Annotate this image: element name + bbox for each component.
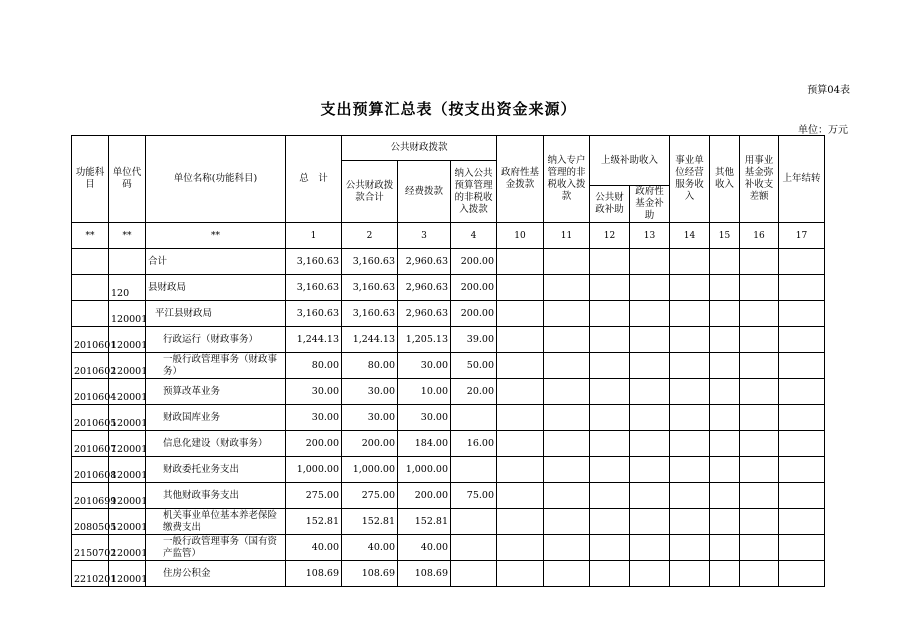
pf-nontax-cell: 200.00 xyxy=(451,301,497,327)
func-code-cell: 2210201 xyxy=(72,561,109,587)
pf-total-cell: 40.00 xyxy=(342,535,398,561)
header-undertaking-fund: 用事业基金弥补收支差额 xyxy=(740,136,779,223)
pf-expense-cell: 152.81 xyxy=(398,509,451,535)
budget-table xyxy=(71,135,825,587)
empty-cell xyxy=(710,431,740,457)
header-func-code: 功能科目 xyxy=(72,136,109,223)
empty-cell xyxy=(544,301,590,327)
empty-cell xyxy=(630,275,670,301)
empty-cell xyxy=(630,535,670,561)
pf-expense-cell: 184.00 xyxy=(398,431,451,457)
func-code-cell xyxy=(72,249,109,275)
empty-cell xyxy=(779,249,825,275)
empty-cell xyxy=(544,275,590,301)
index-cell: ** xyxy=(146,223,286,249)
index-cell: 1 xyxy=(286,223,342,249)
empty-cell xyxy=(710,249,740,275)
index-cell: 16 xyxy=(740,223,779,249)
empty-cell xyxy=(497,379,544,405)
func-code-cell: 2010601 xyxy=(72,327,109,353)
empty-cell xyxy=(740,275,779,301)
unit-code-cell: 120001 xyxy=(109,457,146,483)
empty-cell xyxy=(590,275,630,301)
index-cell: 17 xyxy=(779,223,825,249)
empty-cell xyxy=(740,457,779,483)
pf-total-cell: 108.69 xyxy=(342,561,398,587)
index-cell: 13 xyxy=(630,223,670,249)
empty-cell xyxy=(544,431,590,457)
empty-cell xyxy=(544,561,590,587)
total-cell: 3,160.63 xyxy=(286,249,342,275)
empty-cell xyxy=(497,431,544,457)
empty-cell xyxy=(544,379,590,405)
pf-expense-cell: 2,960.63 xyxy=(398,275,451,301)
pf-expense-cell: 200.00 xyxy=(398,483,451,509)
func-code-cell: 2010602 xyxy=(72,353,109,379)
empty-cell xyxy=(544,327,590,353)
empty-cell xyxy=(779,483,825,509)
header-upper-subsidy: 上级补助收入 xyxy=(590,136,670,186)
empty-cell xyxy=(630,561,670,587)
empty-cell xyxy=(670,275,710,301)
empty-cell xyxy=(544,483,590,509)
unit-name-cell: 平江县财政局 xyxy=(146,301,286,327)
pf-total-cell: 1,244.13 xyxy=(342,327,398,353)
empty-cell xyxy=(740,431,779,457)
empty-cell xyxy=(779,405,825,431)
pf-nontax-cell xyxy=(451,509,497,535)
empty-cell xyxy=(710,275,740,301)
form-number: 预算04表 xyxy=(807,85,850,96)
pf-expense-cell: 40.00 xyxy=(398,535,451,561)
empty-cell xyxy=(630,249,670,275)
pf-expense-cell: 30.00 xyxy=(398,353,451,379)
empty-cell xyxy=(497,483,544,509)
header-upper-gov: 政府性基金补助 xyxy=(630,186,670,223)
table-row xyxy=(72,483,825,509)
total-cell: 1,244.13 xyxy=(286,327,342,353)
pf-expense-cell: 30.00 xyxy=(398,405,451,431)
table-row xyxy=(72,353,825,379)
empty-cell xyxy=(670,509,710,535)
empty-cell xyxy=(670,405,710,431)
total-cell: 200.00 xyxy=(286,431,342,457)
pf-total-cell: 3,160.63 xyxy=(342,275,398,301)
empty-cell xyxy=(740,405,779,431)
unit-code-cell: 120001 xyxy=(109,405,146,431)
empty-cell xyxy=(630,327,670,353)
empty-cell xyxy=(670,249,710,275)
empty-cell xyxy=(630,353,670,379)
table-row xyxy=(72,327,825,353)
empty-cell xyxy=(710,353,740,379)
empty-cell xyxy=(497,275,544,301)
header-unit-code: 单位代码 xyxy=(109,136,146,223)
empty-cell xyxy=(779,275,825,301)
func-code-cell xyxy=(72,301,109,327)
empty-cell xyxy=(740,353,779,379)
empty-cell xyxy=(710,405,740,431)
empty-cell xyxy=(630,379,670,405)
empty-cell xyxy=(670,561,710,587)
empty-cell xyxy=(740,535,779,561)
pf-nontax-cell: 20.00 xyxy=(451,379,497,405)
empty-cell xyxy=(544,405,590,431)
empty-cell xyxy=(710,483,740,509)
header-pf-expense: 经费拨款 xyxy=(398,161,451,223)
empty-cell xyxy=(740,379,779,405)
unit-name-cell: 机关事业单位基本养老保险缴费支出 xyxy=(146,509,286,535)
total-cell: 80.00 xyxy=(286,353,342,379)
empty-cell xyxy=(779,509,825,535)
unit-code-cell: 120001 xyxy=(109,535,146,561)
empty-cell xyxy=(497,405,544,431)
total-cell: 1,000.00 xyxy=(286,457,342,483)
index-cell: 12 xyxy=(590,223,630,249)
pf-total-cell: 80.00 xyxy=(342,353,398,379)
pf-total-cell: 3,160.63 xyxy=(342,301,398,327)
unit-name-cell: 住房公积金 xyxy=(146,561,286,587)
empty-cell xyxy=(670,327,710,353)
table-row xyxy=(72,561,825,587)
empty-cell xyxy=(670,353,710,379)
pf-total-cell: 30.00 xyxy=(342,405,398,431)
empty-cell xyxy=(590,483,630,509)
empty-cell xyxy=(779,327,825,353)
pf-nontax-cell: 200.00 xyxy=(451,275,497,301)
empty-cell xyxy=(544,249,590,275)
empty-cell xyxy=(590,301,630,327)
empty-cell xyxy=(779,535,825,561)
pf-expense-cell: 1,205.13 xyxy=(398,327,451,353)
total-cell: 3,160.63 xyxy=(286,301,342,327)
empty-cell xyxy=(544,509,590,535)
table-row xyxy=(72,301,825,327)
empty-cell xyxy=(779,379,825,405)
unit-name-cell: 一般行政管理事务（国有资产监管） xyxy=(146,535,286,561)
empty-cell xyxy=(497,561,544,587)
index-cell: 15 xyxy=(710,223,740,249)
empty-cell xyxy=(497,353,544,379)
unit-code-cell: 120001 xyxy=(109,483,146,509)
empty-cell xyxy=(779,457,825,483)
pf-total-cell: 3,160.63 xyxy=(342,249,398,275)
pf-nontax-cell xyxy=(451,405,497,431)
pf-total-cell: 30.00 xyxy=(342,379,398,405)
table-row xyxy=(72,535,825,561)
pf-expense-cell: 2,960.63 xyxy=(398,301,451,327)
table-row xyxy=(72,379,825,405)
unit-code-cell: 120001 xyxy=(109,431,146,457)
unit-code-cell: 120001 xyxy=(109,379,146,405)
table-row xyxy=(72,509,825,535)
total-cell: 275.00 xyxy=(286,483,342,509)
unit-name-cell: 信息化建设（财政事务） xyxy=(146,431,286,457)
header-pf-nontax: 纳入公共预算管理的非税收入拨款 xyxy=(451,161,497,223)
pf-nontax-cell xyxy=(451,457,497,483)
empty-cell xyxy=(710,379,740,405)
empty-cell xyxy=(590,405,630,431)
empty-cell xyxy=(497,327,544,353)
empty-cell xyxy=(670,483,710,509)
header-gov-fund: 政府性基金拨款 xyxy=(497,136,544,223)
func-code-cell: 2010608 xyxy=(72,457,109,483)
index-cell: ** xyxy=(109,223,146,249)
func-code-cell: 2010604 xyxy=(72,379,109,405)
index-cell: 11 xyxy=(544,223,590,249)
header-total: 总 计 xyxy=(286,136,342,223)
unit-code-cell: 120001 xyxy=(109,509,146,535)
empty-cell xyxy=(740,561,779,587)
unit-name-cell: 行政运行（财政事务） xyxy=(146,327,286,353)
empty-cell xyxy=(497,249,544,275)
total-cell: 3,160.63 xyxy=(286,275,342,301)
empty-cell xyxy=(590,457,630,483)
index-cell: 3 xyxy=(398,223,451,249)
empty-cell xyxy=(740,483,779,509)
pf-expense-cell: 108.69 xyxy=(398,561,451,587)
empty-cell xyxy=(710,327,740,353)
unit-name-cell: 其他财政事务支出 xyxy=(146,483,286,509)
pf-total-cell: 152.81 xyxy=(342,509,398,535)
empty-cell xyxy=(779,431,825,457)
pf-total-cell: 275.00 xyxy=(342,483,398,509)
unit-code-cell: 120001 xyxy=(109,353,146,379)
empty-cell xyxy=(630,301,670,327)
index-cell: 14 xyxy=(670,223,710,249)
empty-cell xyxy=(497,535,544,561)
index-cell: ** xyxy=(72,223,109,249)
unit-name-cell: 预算改革业务 xyxy=(146,379,286,405)
index-row xyxy=(72,223,825,249)
index-cell: 10 xyxy=(497,223,544,249)
table-row xyxy=(72,457,825,483)
func-code-cell: 2010699 xyxy=(72,483,109,509)
header-special-nontax: 纳入专户管理的非税收入拨款 xyxy=(544,136,590,223)
table-row xyxy=(72,275,825,301)
page-title: 支出预算汇总表（按支出资金来源） xyxy=(320,100,577,118)
table-row xyxy=(72,249,825,275)
empty-cell xyxy=(710,535,740,561)
empty-cell xyxy=(630,431,670,457)
unit-label: 单位：万元 xyxy=(798,125,848,136)
unit-code-cell: 120 xyxy=(109,275,146,301)
empty-cell xyxy=(590,379,630,405)
unit-name-cell: 合计 xyxy=(146,249,286,275)
empty-cell xyxy=(590,327,630,353)
empty-cell xyxy=(590,509,630,535)
pf-nontax-cell xyxy=(451,535,497,561)
func-code-cell: 2010605 xyxy=(72,405,109,431)
empty-cell xyxy=(670,431,710,457)
unit-code-cell: 120001 xyxy=(109,561,146,587)
empty-cell xyxy=(670,535,710,561)
empty-cell xyxy=(710,561,740,587)
header-prev-balance: 上年结转 xyxy=(779,136,825,223)
header-public-fiscal: 公共财政拨款 xyxy=(342,136,497,161)
header-upper-public: 公共财政补助 xyxy=(590,186,630,223)
empty-cell xyxy=(670,457,710,483)
pf-nontax-cell xyxy=(451,561,497,587)
unit-code-cell xyxy=(109,249,146,275)
header-pf-total: 公共财政拨款合计 xyxy=(342,161,398,223)
func-code-cell: 2080505 xyxy=(72,509,109,535)
unit-name-cell: 财政国库业务 xyxy=(146,405,286,431)
empty-cell xyxy=(630,405,670,431)
empty-cell xyxy=(779,301,825,327)
header-unit-name: 单位名称(功能科目) xyxy=(146,136,286,223)
empty-cell xyxy=(740,249,779,275)
unit-name-cell: 县财政局 xyxy=(146,275,286,301)
total-cell: 152.81 xyxy=(286,509,342,535)
index-cell: 4 xyxy=(451,223,497,249)
total-cell: 108.69 xyxy=(286,561,342,587)
table-row xyxy=(72,405,825,431)
pf-nontax-cell: 16.00 xyxy=(451,431,497,457)
empty-cell xyxy=(779,353,825,379)
pf-expense-cell: 10.00 xyxy=(398,379,451,405)
pf-total-cell: 200.00 xyxy=(342,431,398,457)
table-row xyxy=(72,431,825,457)
unit-name-cell: 财政委托业务支出 xyxy=(146,457,286,483)
empty-cell xyxy=(497,457,544,483)
empty-cell xyxy=(544,535,590,561)
empty-cell xyxy=(740,301,779,327)
func-code-cell: 2150702 xyxy=(72,535,109,561)
empty-cell xyxy=(710,509,740,535)
pf-nontax-cell: 200.00 xyxy=(451,249,497,275)
pf-nontax-cell: 50.00 xyxy=(451,353,497,379)
empty-cell xyxy=(710,301,740,327)
empty-cell xyxy=(590,431,630,457)
empty-cell xyxy=(590,561,630,587)
empty-cell xyxy=(670,301,710,327)
empty-cell xyxy=(497,509,544,535)
pf-nontax-cell: 39.00 xyxy=(451,327,497,353)
func-code-cell: 2010607 xyxy=(72,431,109,457)
empty-cell xyxy=(544,353,590,379)
empty-cell xyxy=(740,509,779,535)
total-cell: 40.00 xyxy=(286,535,342,561)
pf-expense-cell: 2,960.63 xyxy=(398,249,451,275)
empty-cell xyxy=(497,301,544,327)
pf-nontax-cell: 75.00 xyxy=(451,483,497,509)
empty-cell xyxy=(630,483,670,509)
pf-expense-cell: 1,000.00 xyxy=(398,457,451,483)
empty-cell xyxy=(630,509,670,535)
empty-cell xyxy=(710,457,740,483)
header-other-income: 其他收入 xyxy=(710,136,740,223)
pf-total-cell: 1,000.00 xyxy=(342,457,398,483)
empty-cell xyxy=(670,379,710,405)
unit-code-cell: 120001 xyxy=(109,301,146,327)
header-business-income: 事业单位经营服务收入 xyxy=(670,136,710,223)
total-cell: 30.00 xyxy=(286,405,342,431)
total-cell: 30.00 xyxy=(286,379,342,405)
empty-cell xyxy=(590,535,630,561)
empty-cell xyxy=(544,457,590,483)
empty-cell xyxy=(590,249,630,275)
func-code-cell xyxy=(72,275,109,301)
empty-cell xyxy=(740,327,779,353)
unit-code-cell: 120001 xyxy=(109,327,146,353)
unit-name-cell: 一般行政管理事务（财政事务） xyxy=(146,353,286,379)
index-cell: 2 xyxy=(342,223,398,249)
empty-cell xyxy=(590,353,630,379)
empty-cell xyxy=(779,561,825,587)
empty-cell xyxy=(630,457,670,483)
